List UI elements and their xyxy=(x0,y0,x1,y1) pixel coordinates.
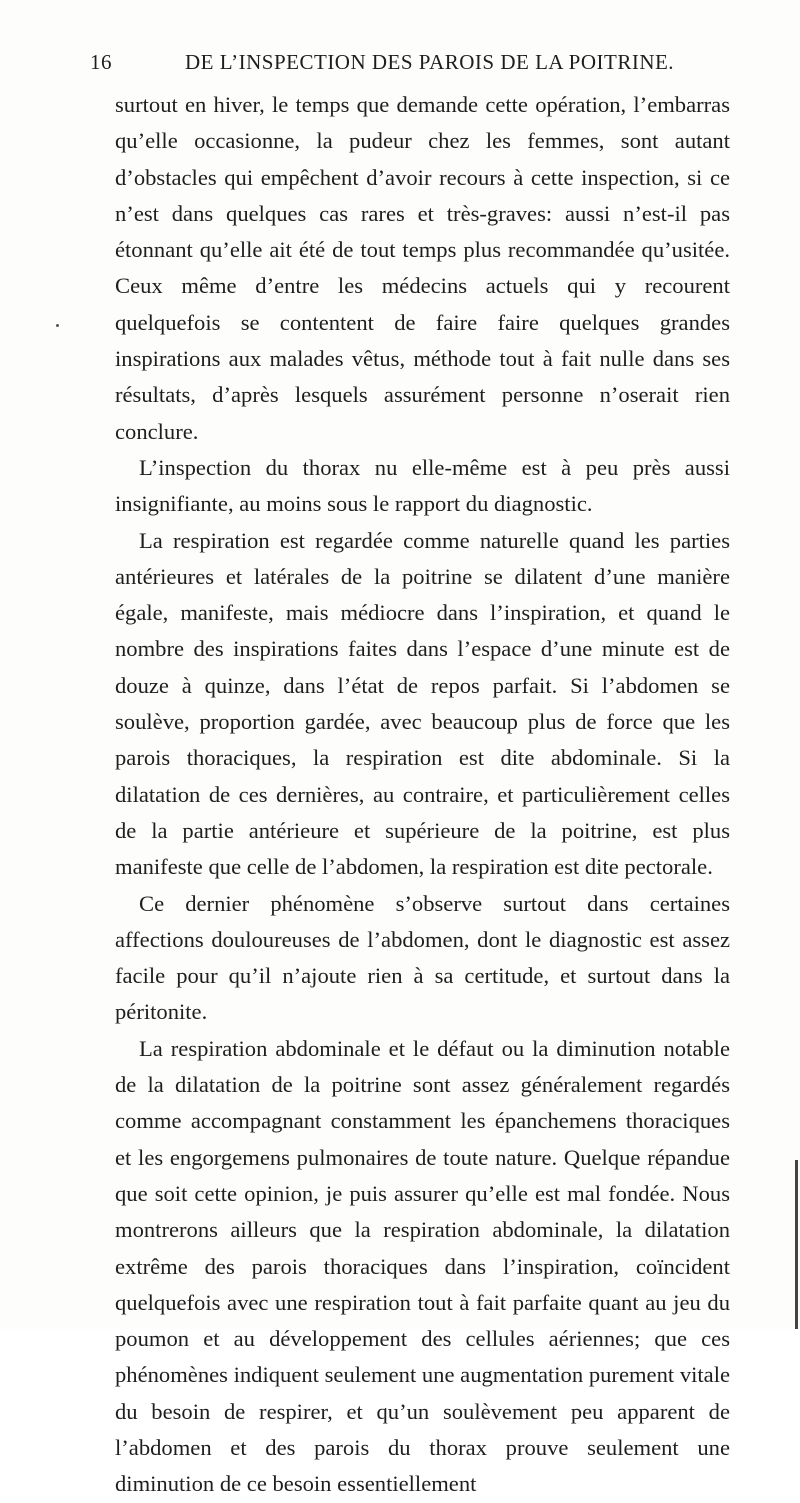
paragraph-2: L’inspection du thorax nu elle-même est à peu près aussi insignifiante, au moins sous le rapport du diagnostic. xyxy=(115,454,730,517)
margin-mark xyxy=(56,324,59,327)
paragraph-5: La respiration abdominale et le défaut ou la diminution notable de la dilatation de la poitrine sont assez généralement regardés comme accompagnant constamment les épanchemens thoraciques et les engorgemens pulmonaires de toute nature. Quelque répandue que soit cette opinion, je puis assurer qu’elle est mal fondée. Nous montrerons ailleurs que la respiration abdominale, la dilatation extrême des parois thoraciques dans l’inspiration, coïncident quelquefois avec une respiration tout à fait parfaite quant au jeu du poumon et au développement des cellules aériennes; que ces phénomènes indiquent seulement une augmentation purement vitale du besoin de respirer, et qu’un soulèvement peu apparent de l’abdomen et des parois du thorax prouve seulement une diminution de ce besoin essentiellement xyxy=(115,1035,730,1497)
body-text xyxy=(115,87,730,1503)
running-head-title: DE L’INSPECTION DES PAROIS DE LA POITRINE. xyxy=(185,50,675,74)
paragraph-4: Ce dernier phénomène s’observe surtout dans certaines affections douloureuses de l’abdomen, dont le diagnostic est assez facile pour qu’il n’ajoute rien à sa certitude, et surtout dans la péritonite. xyxy=(115,890,730,1025)
running-head xyxy=(90,50,730,80)
page-number: 16 xyxy=(90,50,112,74)
paragraph-1: surtout en hiver, le temps que demande cette opération, l’embarras qu’elle occasionne, la pudeur chez les femmes, sont autant d’obstacles qui empêchent d’avoir recours à cette inspection, si ce n’est dans quelques cas rares et très-graves: aussi n’est-il pas étonnant qu’elle ait été de tout temps plus recommandée qu’usitée. Ceux même d’entre les médecins actuels qui y recourent quelquefois se contentent de faire faire quelques grandes inspirations aux malades vêtus, méthode tout à fait nulle dans ses résultats, d’après lesquels assurément personne n’oserait rien conclure. xyxy=(115,92,730,444)
paragraph-3: La respiration est regardée comme naturelle quand les parties antérieures et latérales de la poitrine se dilatent d’une manière égale, manifeste, mais médiocre dans l’inspiration, et quand le nombre des inspirations faites dans l’espace d’une minute est de douze à quinze, dans l’état de repos parfait. Si l’abdomen se soulève, proportion gardée, avec beaucoup plus de force que les parois thoraciques, la respiration est dite abdominale. Si la dilatation de ces dernières, au contraire, et particulièrement celles de la partie antérieure et supérieure de la poitrine, est plus manifeste que celle de l’abdomen, la respiration est dite pectorale. xyxy=(115,527,730,880)
page-edge-shadow xyxy=(795,1160,798,1329)
